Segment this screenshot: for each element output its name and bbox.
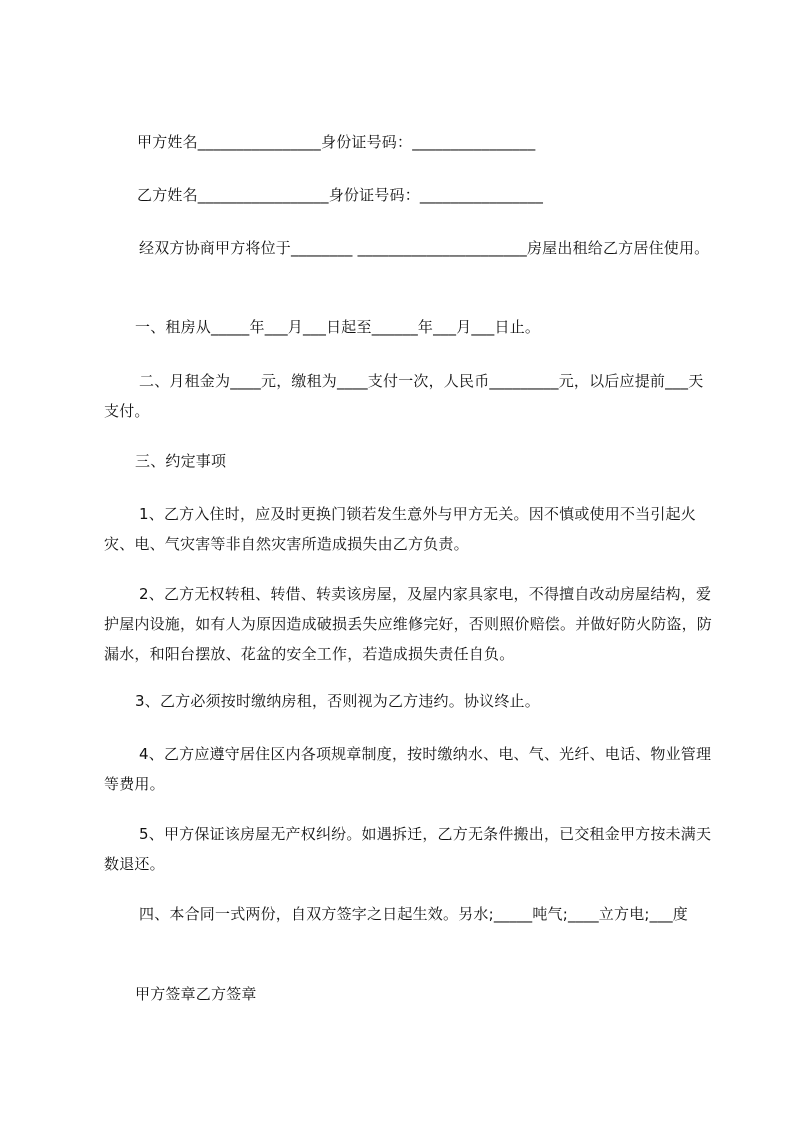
party-a-line: 甲方姓名________________身份证号码：________________ — [137, 133, 536, 151]
clause-3-heading: 三、约定事项 — [135, 452, 227, 470]
item-4: 4、乙方应遵守居住区内各项规章制度，按时缴纳水、电、气、光纤、电话、物业管理等费用。 — [104, 745, 712, 793]
intro-paragraph: 经双方协商甲方将位于________ ______________________房屋出租给乙方居住使用。 — [139, 239, 710, 257]
clause-1: 一、租房从_____年___月___日起至______年___月___日止。 — [135, 318, 541, 336]
clause-2: 二、月租金为____元，缴租为____支付一次，人民币_________元，以后应提前___天支付。 — [104, 372, 704, 420]
item-2: 2、乙方无权转租、转借、转卖该房屋，及屋内家具家电，不得擅自改动房屋结构，爱护屋内设施，如有人为原因造成破损丢失应维修完好，否则照价赔偿。并做好防火防盗，防漏水，和阳台摆放、花盆的安全工作，若造成损失责任自负。 — [104, 585, 713, 663]
signature-line: 甲方签章乙方签章 — [135, 985, 257, 1003]
clause-4: 四、本合同一式两份，自双方签字之日起生效。另水;_____吨气;____立方电;___度 — [139, 905, 688, 923]
item-3: 3、乙方必须按时缴纳房租，否则视为乙方违约。协议终止。 — [135, 692, 540, 710]
party-b-line: 乙方姓名_________________身份证号码：________________ — [137, 186, 544, 204]
item-5: 5、甲方保证该房屋无产权纠纷。如遇拆迁，乙方无条件搬出，已交租金甲方按未满天数退还。 — [104, 825, 712, 873]
item-1: 1、乙方入住时，应及时更换门锁若发生意外与甲方无关。因不慎或使用不当引起火灾、电、气灾害等非自然灾害所造成损失由乙方负责。 — [104, 505, 696, 553]
